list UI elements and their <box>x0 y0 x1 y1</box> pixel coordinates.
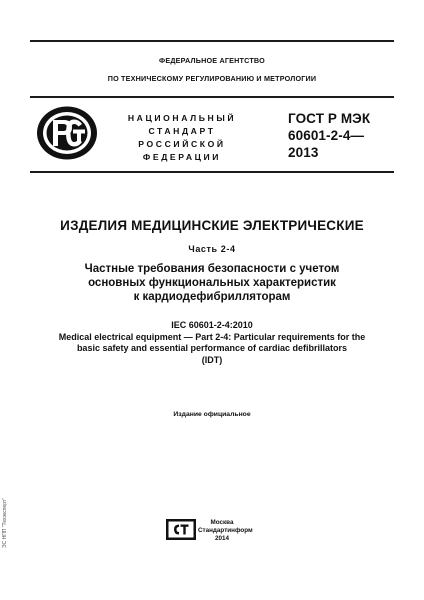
official-edition-label: Издание официальное <box>173 411 251 418</box>
national-standard-label <box>118 112 246 164</box>
designation-line-2: 60601-2-4— <box>288 128 365 143</box>
publisher-name: Стандартинформ <box>198 527 253 534</box>
iec-english-line-1: Medical electrical equipment — Part 2-4: Particular requirements for the <box>58 331 366 342</box>
publisher-logo-icon <box>166 519 196 540</box>
publisher-info <box>198 519 253 543</box>
national-line-4: ФЕДЕРАЦИИ <box>142 152 222 162</box>
subtitle-line-3: к кардиодефибрилляторам <box>133 291 291 303</box>
side-watermark-note: ЭС НПП "Техэксперт" <box>2 497 8 548</box>
part-label: Часть 2-4 <box>188 244 236 254</box>
document-title: ИЗДЕЛИЯ МЕДИЦИНСКИЕ ЭЛЕКТРИЧЕСКИЕ <box>60 218 364 233</box>
gost-designation <box>288 110 370 161</box>
national-line-2: СТАНДАРТ <box>148 126 216 136</box>
top-rule <box>30 40 394 42</box>
designation-line-1: ГОСТ Р МЭК <box>288 111 371 126</box>
iec-code: IEC 60601-2-4:2010 <box>171 320 253 330</box>
subtitle-line-2: основных функциональных характеристик <box>88 277 336 289</box>
upper-block-rule <box>30 96 394 98</box>
agency-line-2: ПО ТЕХНИЧЕСКОМУ РЕГУЛИРОВАНИЮ И МЕТРОЛОГИИ <box>107 74 317 83</box>
subtitle <box>0 262 424 304</box>
gost-logo-icon <box>34 103 100 163</box>
agency-line-1: ФЕДЕРАЛЬНОЕ АГЕНТСТВО <box>159 56 265 65</box>
iec-english-line-2: basic safety and essential performance of cardiac defibrillators <box>76 343 348 353</box>
lower-block-rule <box>30 171 394 173</box>
national-line-3: РОССИЙСКОЙ <box>138 139 226 149</box>
iec-english-line-3: (IDT) <box>201 354 223 365</box>
iec-block <box>0 320 424 366</box>
publisher-year: 2014 <box>214 535 229 542</box>
subtitle-line-1: Частные требования безопасности с учетом <box>84 263 340 275</box>
designation-line-3: 2013 <box>288 145 319 160</box>
publisher-city: Москва <box>210 519 234 526</box>
national-line-1: НАЦИОНАЛЬНЫЙ <box>127 113 237 123</box>
